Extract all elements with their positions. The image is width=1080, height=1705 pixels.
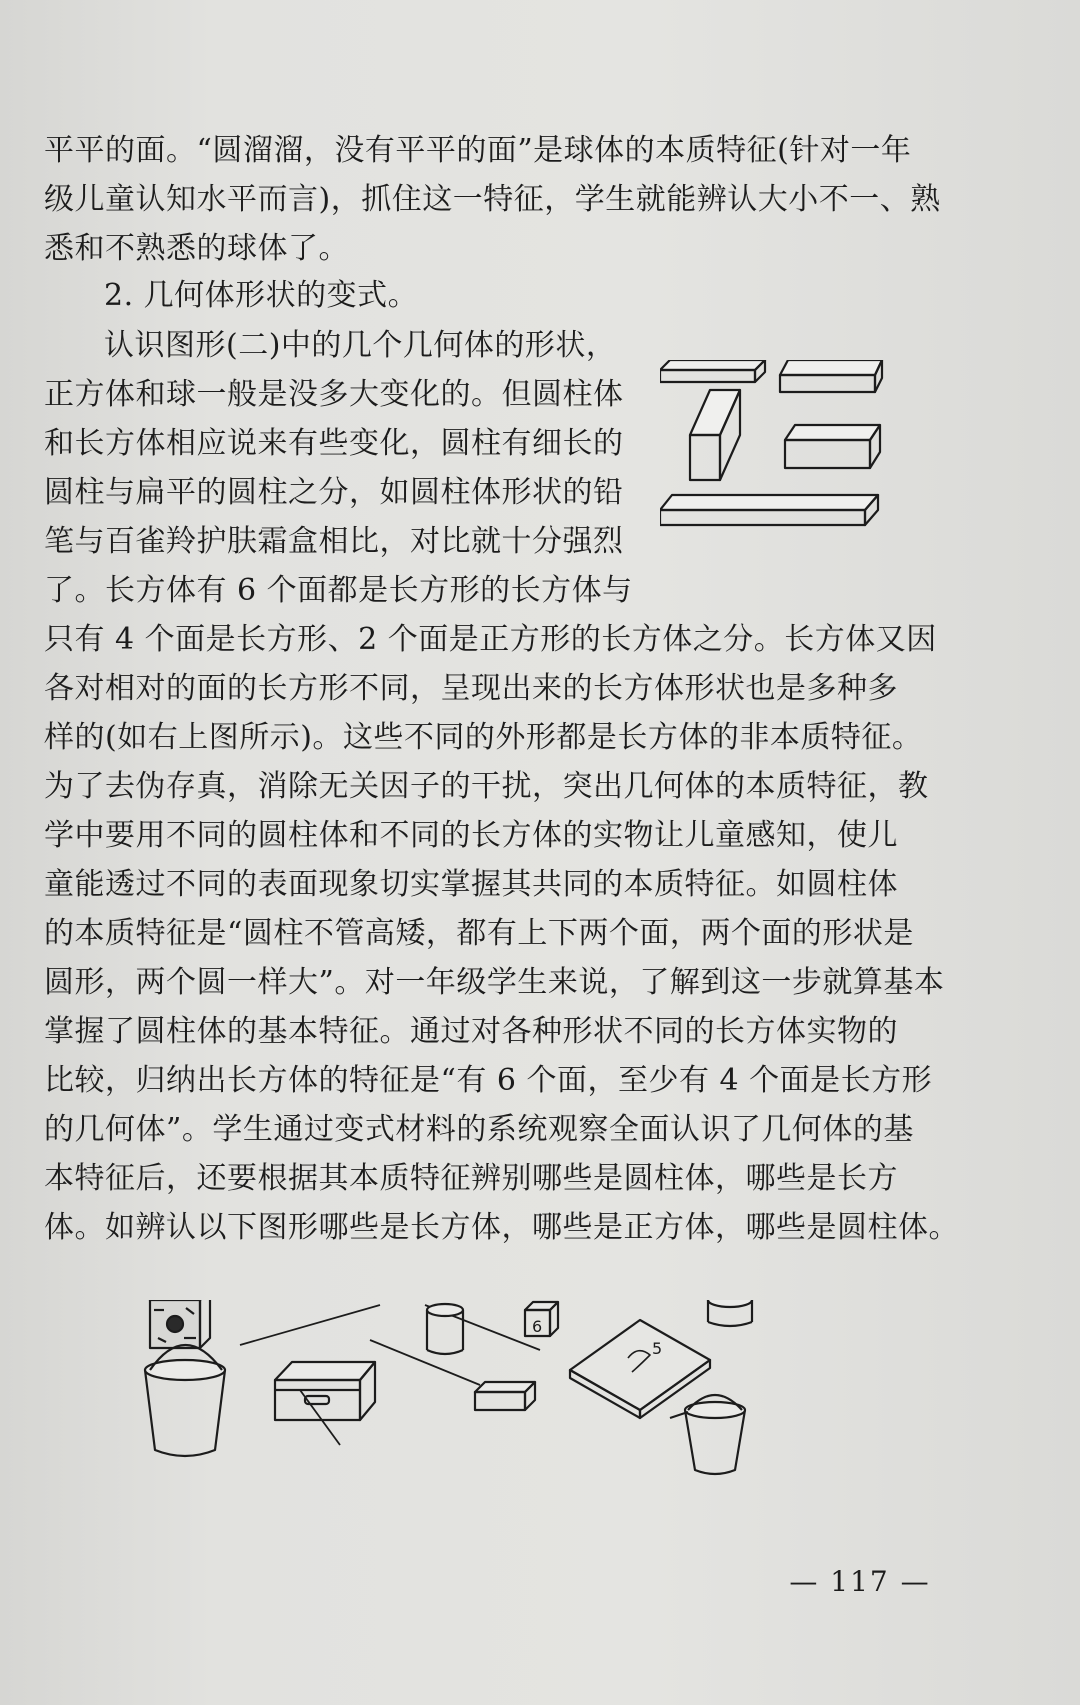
paragraph-shape-variation-full (44, 615, 970, 1252)
book-label: 5 (652, 1339, 663, 1358)
text-line: 悉和不熟悉的球体了。 (44, 231, 349, 266)
long-plank-cuboid-shape (660, 495, 878, 525)
text-line: 的本质特征是“圆柱不管高矮，都有上下两个面，两个面的形状是 (44, 916, 914, 951)
eraser-cuboid-shape (475, 1382, 535, 1410)
text-line: 级儿童认知水平而言)，抓住这一特征，学生就能辨认大小不一、熟 (44, 182, 941, 217)
text-line: 认识图形(二)中的几个几何体的形状， (104, 328, 617, 363)
page-number: — 117 — (789, 1565, 931, 1598)
object-identification-figure (140, 1300, 860, 1535)
text-line: 童能透过不同的表面现象切实掌握其共同的本质特征。如圆柱体 (44, 867, 898, 902)
text-line: 圆形，两个圆一样大”。对一年级学生来说，了解到这一步就算基本 (44, 965, 945, 1000)
text-line: 为了去伪存真，消除无关因子的干扰，突出几何体的本质特征，教 (44, 769, 929, 804)
die-cube-shape (525, 1302, 558, 1336)
die-label: 6 (532, 1317, 543, 1336)
tall-cuboid-shape (690, 390, 740, 480)
patterned-cube-box-shape (150, 1300, 210, 1348)
text-line: 掌握了圆柱体的基本特征。通过对各种形状不同的长方体实物的 (44, 1014, 898, 1049)
paragraph-sphere (44, 126, 970, 273)
text-line: 样的(如右上图所示)。这些不同的外形都是长方体的非本质特征。 (44, 720, 923, 755)
cuboid-variants-figure (660, 360, 980, 575)
small-cylinder-shape (427, 1304, 463, 1354)
short-cuboid-shape (780, 360, 882, 392)
text-line: 只有 4 个面是长方形、2 个面是正方形的长方体之分。长方体又因 (44, 622, 937, 657)
text-line: 的几何体”。学生通过变式材料的系统观察全面认识了几何体的基 (44, 1112, 914, 1147)
text-line: 本特征后，还要根据其本质特征辨别哪些是圆柱体，哪些是长方 (44, 1161, 898, 1196)
medium-cuboid-shape (785, 425, 880, 468)
text-line: 各对相对的面的长方形不同，呈现出来的长方体形状也是多种多 (44, 671, 898, 706)
text-line: 学中要用不同的圆柱体和不同的长方体的实物让儿童感知，使儿 (44, 818, 898, 853)
book-cuboid-shape (570, 1320, 710, 1418)
flat-cuboid-shape (660, 360, 765, 382)
text-line: 平平的面。“圆溜溜，没有平平的面”是球体的本质特征(针对一年 (44, 133, 912, 168)
text-line: 正方体和球一般是没多大变化的。但圆柱体 (44, 377, 624, 412)
heading-text: 2. 几何体形状的变式。 (104, 278, 419, 313)
text-line: 比较，归纳出长方体的特征是“有 6 个面，至少有 4 个面是长方形 (44, 1063, 933, 1098)
text-line: 和长方体相应说来有些变化，圆柱有细长的 (44, 426, 624, 461)
text-line: 圆柱与扁平的圆柱之分，如圆柱体形状的铅 (44, 475, 624, 510)
paragraph-shape-variation-wrapped (44, 321, 664, 615)
suitcase-box-shape (275, 1362, 375, 1420)
short-cylinder-shape (708, 1300, 752, 1326)
text-line: 体。如辨认以下图形哪些是长方体，哪些是正方体，哪些是圆柱体。 (44, 1210, 959, 1245)
bucket-shape (145, 1345, 225, 1456)
text-line: 了。长方体有 6 个面都是长方形的长方体与 (44, 573, 633, 608)
text-line: 笔与百雀羚护肤霜盒相比，对比就十分强烈 (44, 524, 624, 559)
section-heading (44, 271, 970, 320)
bucket-right-shape (670, 1395, 745, 1474)
